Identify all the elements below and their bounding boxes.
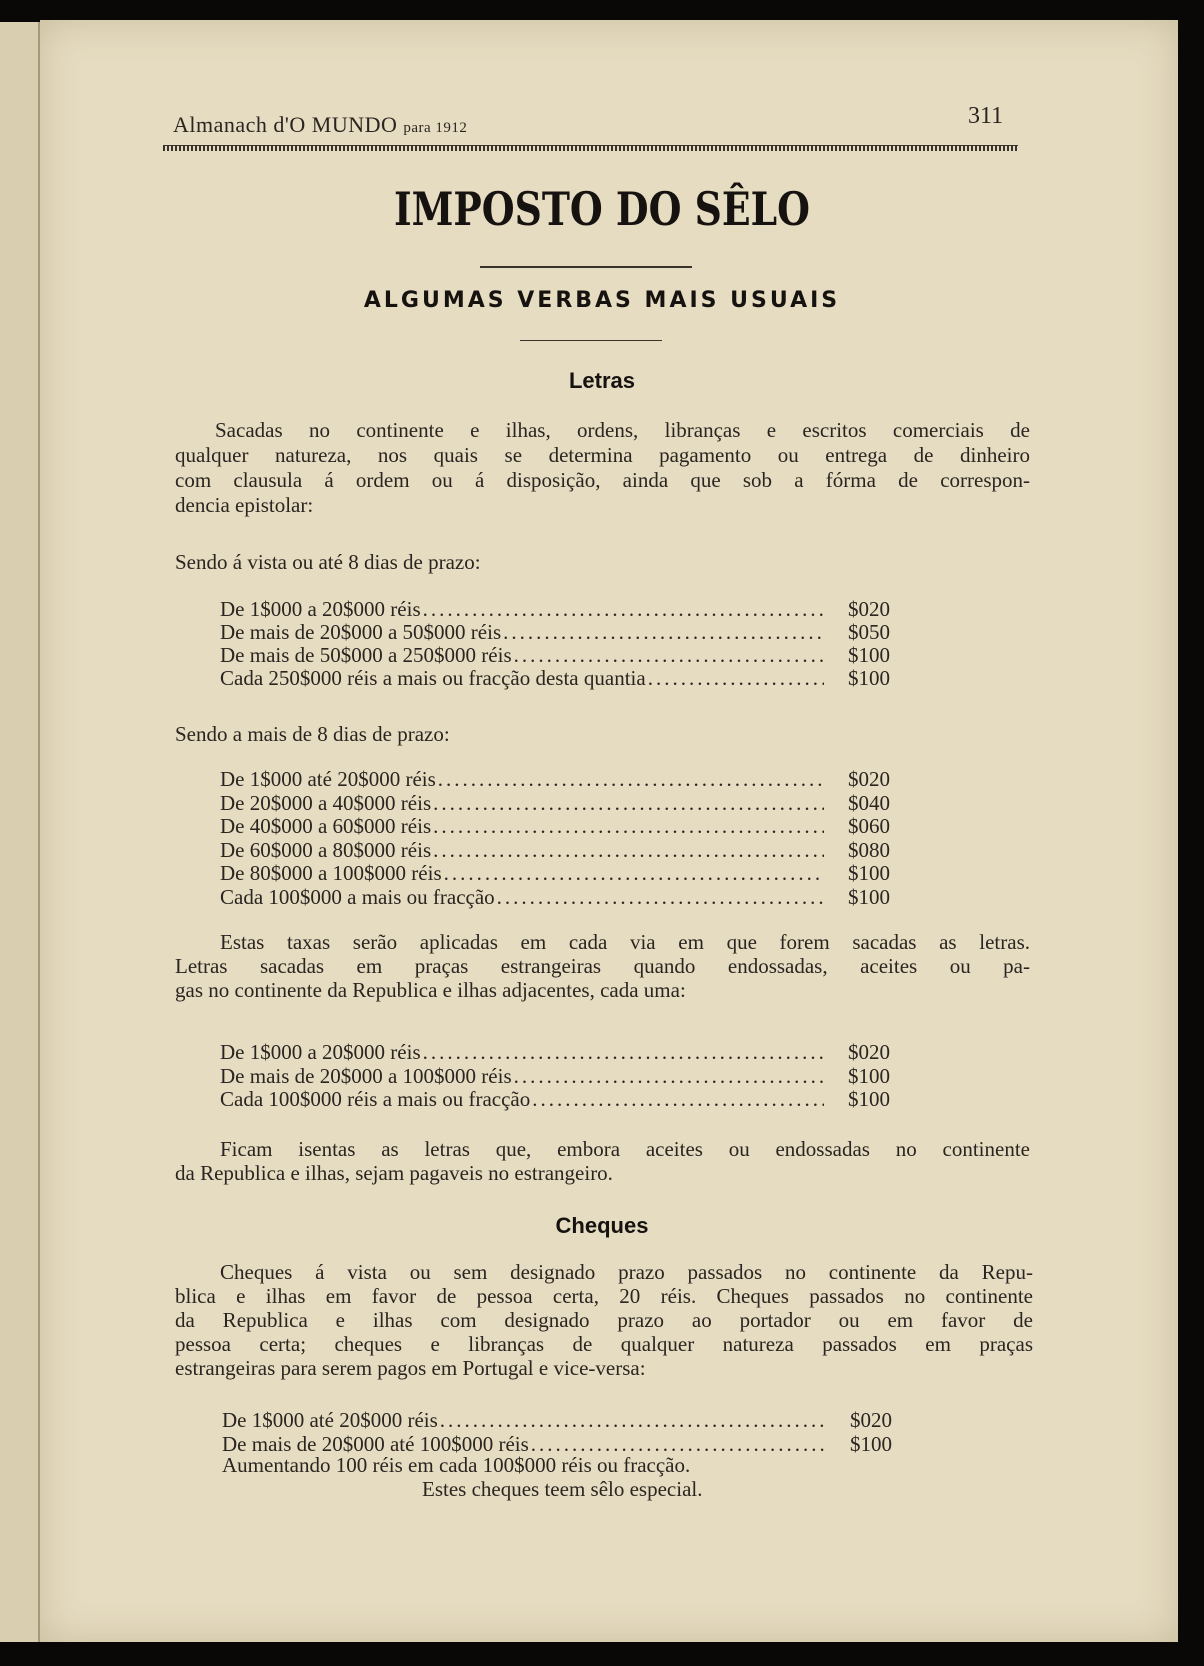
rate-amount: $020 xyxy=(850,1408,892,1432)
rate-row xyxy=(222,1408,892,1433)
rate-row xyxy=(220,1064,890,1089)
special-note: Estes cheques teem sêlo especial. xyxy=(422,1477,703,1501)
dot-leader xyxy=(514,1064,824,1089)
rate-row xyxy=(220,767,890,792)
rate-amount: $020 xyxy=(848,1040,890,1064)
rate-label: De 60$000 a 80$000 réis xyxy=(220,837,432,862)
rate-amount: $060 xyxy=(848,814,890,838)
rate-amount: $100 xyxy=(848,861,890,885)
paragraph-line: blica e ilhas em favor de pessoa certa, 20 réis. Cheques passados no continente xyxy=(175,1284,1033,1308)
rate-label: De 1$000 a 20$000 réis xyxy=(220,1040,421,1064)
rate-amount: $100 xyxy=(848,1087,890,1111)
divider xyxy=(520,340,662,341)
section-heading-cheques: Cheques xyxy=(555,1213,649,1238)
rate-amount: $100 xyxy=(850,1431,892,1456)
paragraph-line: Estas taxas serão aplicadas em cada via em que forem sacadas as letras. xyxy=(220,930,1030,954)
rate-amount: $020 xyxy=(848,597,890,621)
paragraph-line: qualquer natureza, nos quais se determina pagamento ou entrega de dinheiro xyxy=(175,443,1030,467)
rate-label: Cada 100$000 réis a mais ou fracção xyxy=(220,1087,531,1111)
rate-amount: $020 xyxy=(848,767,890,791)
dot-leader xyxy=(440,1408,826,1433)
rate-row xyxy=(220,1040,890,1065)
group-title: Sendo a mais de 8 dias de prazo: xyxy=(175,722,450,746)
rate-row xyxy=(220,791,890,816)
dot-leader xyxy=(423,1040,824,1065)
rate-row xyxy=(220,620,890,645)
dot-leader xyxy=(532,1087,824,1112)
rate-amount: $100 xyxy=(848,643,890,667)
rate-row xyxy=(220,814,890,839)
rate-label: De 80$000 a 100$000 réis xyxy=(220,861,442,885)
rate-label: Cada 250$000 réis a mais ou fracção desta quantia xyxy=(220,666,646,690)
dot-leader xyxy=(433,814,824,839)
dot-leader xyxy=(423,597,824,622)
dot-leader xyxy=(433,838,824,863)
rate-amount: $080 xyxy=(848,837,890,862)
rate-label: De mais de 20$000 até 100$000 réis xyxy=(222,1431,529,1456)
rate-amount: $100 xyxy=(848,1063,890,1088)
paragraph-line: pessoa certa; cheques e libranças de qualquer natureza passados em praças xyxy=(175,1332,1033,1356)
rate-amount: $100 xyxy=(848,884,890,909)
rate-label: Cada 100$000 a mais ou fracção xyxy=(220,884,495,909)
paragraph-line: dencia epistolar: xyxy=(175,493,314,517)
paragraph-line: Cheques á vista ou sem designado prazo passados no continente da Repu- xyxy=(220,1260,1033,1284)
dot-leader xyxy=(433,791,824,816)
page-number: 311 xyxy=(968,103,1004,129)
rate-label: De mais de 50$000 a 250$000 réis xyxy=(220,643,512,667)
rate-row xyxy=(220,1087,890,1112)
paragraph-line: estrangeiras para serem pagos em Portugal e vice-versa: xyxy=(175,1356,646,1380)
dot-leader xyxy=(503,620,824,645)
rate-amount: $040 xyxy=(848,790,890,815)
paragraph-line: Letras sacadas em praças estrangeiras quando endossadas, aceites ou pa- xyxy=(175,954,1030,978)
increment-note: Aumentando 100 réis em cada 100$000 réis ou fracção. xyxy=(222,1453,691,1477)
rate-label: De 20$000 a 40$000 réis xyxy=(220,790,432,815)
dot-leader xyxy=(648,666,824,691)
dot-leader xyxy=(438,767,824,792)
paragraph-line: da Republica e ilhas com designado prazo ao portador ou em favor de xyxy=(175,1308,1033,1332)
group-title: Sendo á vista ou até 8 dias de prazo: xyxy=(175,550,481,574)
rate-label: De 1$000 a 20$000 réis xyxy=(220,597,421,621)
page-title: IMPOSTO DO SÊLO xyxy=(394,182,810,236)
rate-amount: $050 xyxy=(848,620,890,644)
rate-row xyxy=(220,666,890,691)
rate-row xyxy=(220,838,890,863)
dot-leader xyxy=(444,861,824,886)
rate-amount: $100 xyxy=(848,666,890,690)
rate-row xyxy=(220,643,890,668)
rate-label: De 1$000 até 20$000 réis xyxy=(220,767,436,791)
paragraph-line: Ficam isentas as letras que, embora aceites ou endossadas no continente xyxy=(220,1137,1030,1161)
running-header: Almanach d'O MUNDO para 1912 xyxy=(173,112,468,137)
section-heading-letras: Letras xyxy=(568,368,636,393)
paragraph-line: da Republica e ilhas, sejam pagaveis no estrangeiro. xyxy=(175,1161,613,1185)
rate-row xyxy=(220,597,890,622)
paragraph-line: gas no continente da Republica e ilhas adjacentes, cada uma: xyxy=(175,978,686,1002)
rate-label: De mais de 20$000 a 100$000 réis xyxy=(220,1063,512,1088)
rate-label: De mais de 20$000 a 50$000 réis xyxy=(220,620,502,644)
rate-row xyxy=(220,861,890,886)
paragraph-line: com clausula á ordem ou á disposição, ainda que sob a fórma de correspon- xyxy=(175,468,1030,492)
paragraph-line: Sacadas no continente e ilhas, ordens, libranças e escritos comerciais de xyxy=(215,418,1030,442)
dot-leader xyxy=(514,643,824,668)
rate-label: De 40$000 a 60$000 réis xyxy=(220,814,432,838)
subtitle: ALGUMAS VERBAS MAIS USUAIS xyxy=(363,288,841,313)
dot-leader xyxy=(497,885,824,910)
rate-label: De 1$000 até 20$000 réis xyxy=(222,1408,438,1432)
rate-row xyxy=(220,885,890,910)
header-rule xyxy=(163,145,1018,151)
divider xyxy=(480,266,692,268)
adjacent-page-edge xyxy=(0,22,40,1642)
